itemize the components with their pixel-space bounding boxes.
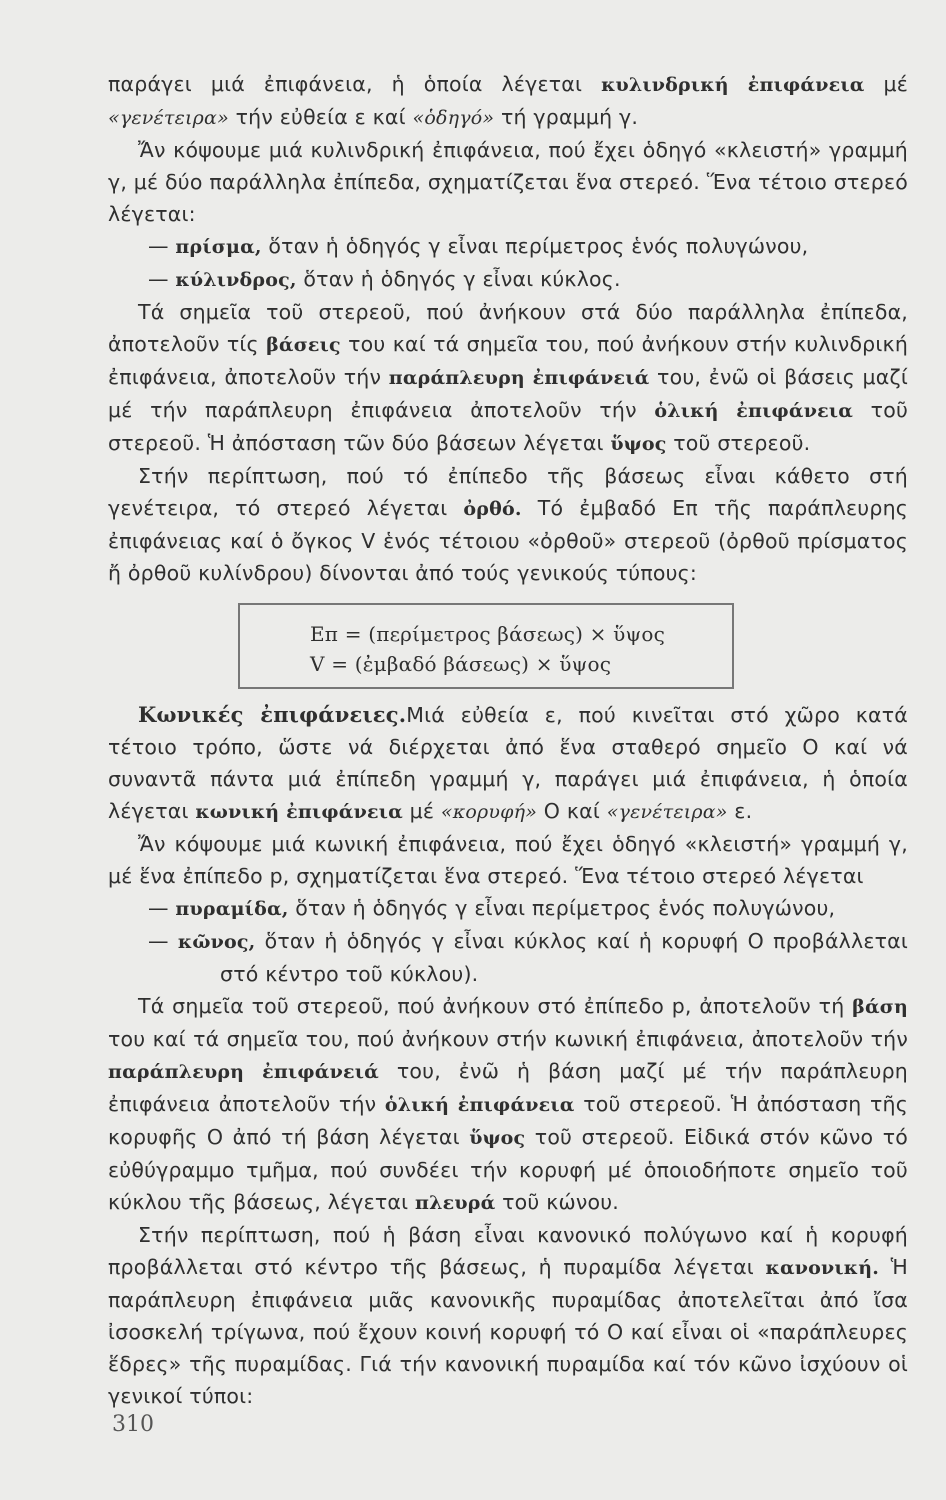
list-item-cylinder: — κύλινδρος, ὅταν ἡ ὁδηγός γ εἶναι κύκλος. (148, 267, 621, 291)
paragraph-cylindrical-surface: παράγει μιά ἐπιφάνεια, ἡ ὁποία λέγεται κυλινδρική ἐπιφάνεια μέ «γενέτειρα» τήν εὐθεία ε καί «ὁδηγό» τή γραμμή γ. (108, 72, 908, 129)
paragraph-cut-cylinder: Ἄν κόψουμε μιά κυλινδρική ἐπιφάνεια, πού ἔχει ὁδηγό «κλειστή» γραμμή γ, μέ δύο παράλληλα ἐπίπεδα, σχηματίζεται ἕνα στερεό. Ἕνα τέτοιο στερεό λέγεται: (108, 138, 908, 226)
paragraph-right-solid: Στήν περίπτωση, πού τό ἐπίπεδο τῆς βάσεως εἶναι κάθετο στή γενέτειρα, τό στερεό λέγεται ὀρθό. Τό ἐμβαδό Eπ τῆς παράπλευρης ἐπιφάνειας καί ὁ ὄγκος V ἑνός τέτοιου «ὀρθοῦ» στερεοῦ (ὀρθοῦ πρίσματος ἤ ὀρθοῦ κυλίνδρου) δίνονται ἀπό τούς γενικούς τύπους: (108, 464, 909, 585)
paragraph-conical-surface: Κωνικές ἐπιφάνειες.Μιά εὐθεία ε, πού κινεῖται στό χῶρο κατά τέτοιο τρόπο, ὥστε νά διέρχεται ἀπό ἕνα σταθερό σημεῖο Ο καί νά συναντᾶ πάντα μιά ἐπίπεδη γραμμή γ, παράγει μιά ἐπιφάνεια, ἡ ὁποία λέγεται κωνική ἐπιφάνεια μέ «κορυφή» Ο καί «γενέτειρα» ε. (108, 702, 908, 823)
formula-box-prism-cylinder (238, 603, 734, 689)
formula-volume: V = (ἐμβαδό βάσεως) × ὕψος (310, 652, 612, 676)
term-cylindrical-surface: κυλινδρική ἐπιφάνεια (601, 74, 865, 96)
list-item-cone: — κῶνος, ὅταν ἡ ὁδηγός γ εἶναι κύκλος καί ἡ κορυφή Ο προβάλλεται στό κέντρο τοῦ κύκλου). (148, 929, 908, 986)
paragraph-regular-pyramid: Στήν περίπτωση, πού ἡ βάση εἶναι κανονικό πολύγωνο καί ἡ κορυφή προβάλλεται στό κέντρο τῆς βάσεως, ἡ πυραμίδα λέγεται κανονική. Ἡ παράπλευρη ἐπιφάνεια μιᾶς κανονικῆς πυραμίδας ἀποτελεῖται ἀπό ἴσα ἰσοσκελή τρίγωνα, πού ἔχουν κοινή κορυφή τό Ο καί εἶναι οἱ «παράπλευρες ἕδρες» τῆς πυραμίδας. Γιά τήν κανονική πυραμίδα καί τόν κῶνο ἰσχύουν οἱ γενικοί τύποι: (108, 1223, 908, 1408)
list-item-pyramid: — πυραμίδα, ὅταν ἡ ὁδηγός γ εἶναι περίμετρος ἑνός πολυγώνου, (148, 896, 836, 920)
page-number: 310 (112, 1412, 154, 1437)
paragraph-cut-cone: Ἄν κόψουμε μιά κωνική ἐπιφάνεια, πού ἔχει ὁδηγό «κλειστή» γραμμή γ, μέ ἕνα ἐπίπεδο p, σχηματίζεται ἕνα στερεό. Ἕνα τέτοιο στερεό λέγεται (108, 832, 908, 888)
list-item-prism: — πρίσμα, ὅταν ἡ ὁδηγός γ εἶναι περίμετρος ἑνός πολυγώνου, (148, 234, 809, 258)
section-heading: Κωνικές ἐπιφάνειες. (138, 702, 407, 727)
paragraph-cone-base: Τά σημεῖα τοῦ στερεοῦ, πού ἀνήκουν στό ἐπίπεδο p, ἀποτελοῦν τή βάση του καί τά σημεῖα του, πού ἀνήκουν στήν κωνική ἐπιφάνεια, ἀποτελοῦν τήν παράπλευρη ἐπιφάνειά του, ἐνῶ ἡ βάση μαζί μέ τήν παράπλευρη ἐπιφάνεια ἀποτελοῦν τήν ὁλική ἐπιφάνεια τοῦ στερεοῦ. Ἡ ἀπόσταση τῆς κορυφῆς Ο ἀπό τή βάση λέγεται ὕψος τοῦ στερεοῦ. Εἰδικά στόν κῶνο τό εὐθύγραμμο τμῆμα, πού συνδέει τήν κορυφή μέ ὁποιοδήποτε σημεῖο τοῦ κύκλου τῆς βάσεως, λέγεται πλευρά τοῦ κώνου. (108, 994, 909, 1214)
page-body (108, 68, 908, 1412)
paragraph-bases: Τά σημεῖα τοῦ στερεοῦ, πού ἀνήκουν στά δύο παράλληλα ἐπίπεδα, ἀποτελοῦν τίς βάσεις του καί τά σημεῖα του, πού ἀνήκουν στήν κυλινδρική ἐπιφάνεια, ἀποτελοῦν τήν παράπλευρη ἐπιφάνειά του, ἐνῶ οἱ βάσεις μαζί μέ τήν παράπλευρη ἐπιφάνεια ἀποτελοῦν τήν ὁλική ἐπιφάνεια τοῦ στερεοῦ. Ἡ ἀπόσταση τῶν δύο βάσεων λέγεται ὕψος τοῦ στερεοῦ. (108, 300, 909, 455)
formula-lateral-area: Eπ = (περίμετρος βάσεως) × ὕψος (310, 622, 666, 646)
